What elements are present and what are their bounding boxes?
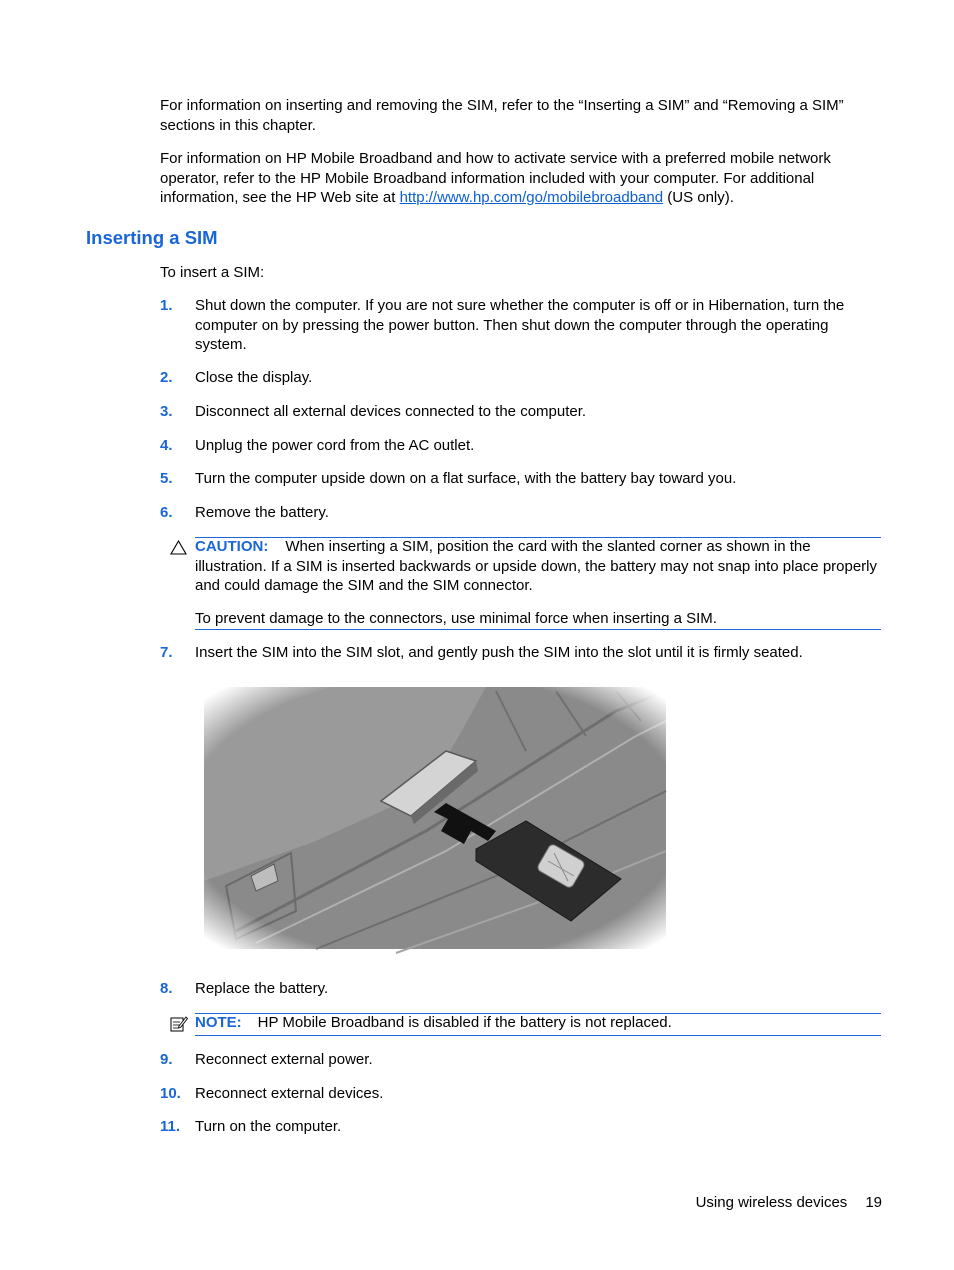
step-text: Reconnect external devices. bbox=[195, 1085, 384, 1102]
step-text: Turn on the computer. bbox=[195, 1118, 342, 1135]
note-label: NOTE: bbox=[195, 1014, 242, 1031]
step-number: 10. bbox=[160, 1085, 181, 1102]
step-text: Reconnect external power. bbox=[195, 1051, 373, 1068]
caution-label: CAUTION: bbox=[195, 538, 269, 555]
step-text: Unplug the power cord from the AC outlet. bbox=[195, 437, 475, 454]
section-lead: To insert a SIM: bbox=[160, 264, 265, 281]
intro-paragraph-2-suffix: (US only). bbox=[663, 189, 734, 206]
step-text: Close the display. bbox=[195, 369, 313, 386]
caution-body: When inserting a SIM, position the card with the slanted corner as shown in the illustration. If a SIM is inserted backwards or upside down, the battery may not snap into place properly and could damage the SIM and the SIM connector. bbox=[195, 538, 878, 594]
step-number: 8. bbox=[160, 980, 173, 997]
note-pencil-icon bbox=[170, 1015, 188, 1032]
step-number: 6. bbox=[160, 504, 173, 521]
step-number: 1. bbox=[160, 297, 173, 314]
step-text: Remove the battery. bbox=[195, 504, 329, 521]
intro-paragraph-1: For information on inserting and removing the SIM, refer to the “Inserting a SIM” and “Removing a SIM” sections in this chapter. bbox=[160, 97, 844, 134]
caution-text bbox=[195, 537, 881, 596]
sim-insertion-illustration bbox=[196, 681, 674, 956]
note-text bbox=[195, 1013, 881, 1033]
step-number: 3. bbox=[160, 403, 173, 420]
mobile-broadband-link[interactable]: http://www.hp.com/go/mobilebroadband bbox=[399, 189, 664, 206]
step-text: Insert the SIM into the SIM slot, and gently push the SIM into the slot until it is firmly seated. bbox=[195, 644, 803, 661]
step-number: 5. bbox=[160, 470, 173, 487]
step-number: 9. bbox=[160, 1051, 173, 1068]
step-text: Shut down the computer. If you are not sure whether the computer is off or in Hibernation, turn the computer on by pressing the power button. Then shut down the computer through the operating system. bbox=[195, 297, 845, 353]
caution-triangle-icon bbox=[170, 540, 187, 555]
step-text: Replace the battery. bbox=[195, 980, 329, 997]
caution-text-2: To prevent damage to the connectors, use minimal force when inserting a SIM. bbox=[195, 610, 717, 627]
intro-paragraph-2-text: For information on HP Mobile Broadband and how to activate service with a preferred mobile network operator, refer to the HP Mobile Broadband information included with your computer. For additional information, see the HP Web site at bbox=[160, 150, 831, 206]
step-number: 7. bbox=[160, 644, 173, 661]
step-text: Disconnect all external devices connected to the computer. bbox=[195, 403, 587, 420]
footer-section: Using wireless devices bbox=[695, 1194, 848, 1211]
page-number: 19 bbox=[865, 1194, 882, 1211]
note-body: HP Mobile Broadband is disabled if the battery is not replaced. bbox=[257, 1014, 672, 1031]
note-bottom-rule bbox=[195, 1035, 881, 1036]
caution-bottom-rule bbox=[195, 629, 881, 630]
step-number: 11. bbox=[160, 1118, 181, 1135]
intro-paragraph-2 bbox=[160, 149, 884, 208]
step-text: Turn the computer upside down on a flat surface, with the battery bay toward you. bbox=[195, 470, 737, 487]
step-number: 2. bbox=[160, 369, 173, 386]
section-title: Inserting a SIM bbox=[86, 227, 218, 248]
step-number: 4. bbox=[160, 437, 173, 454]
page-footer bbox=[696, 1193, 882, 1213]
